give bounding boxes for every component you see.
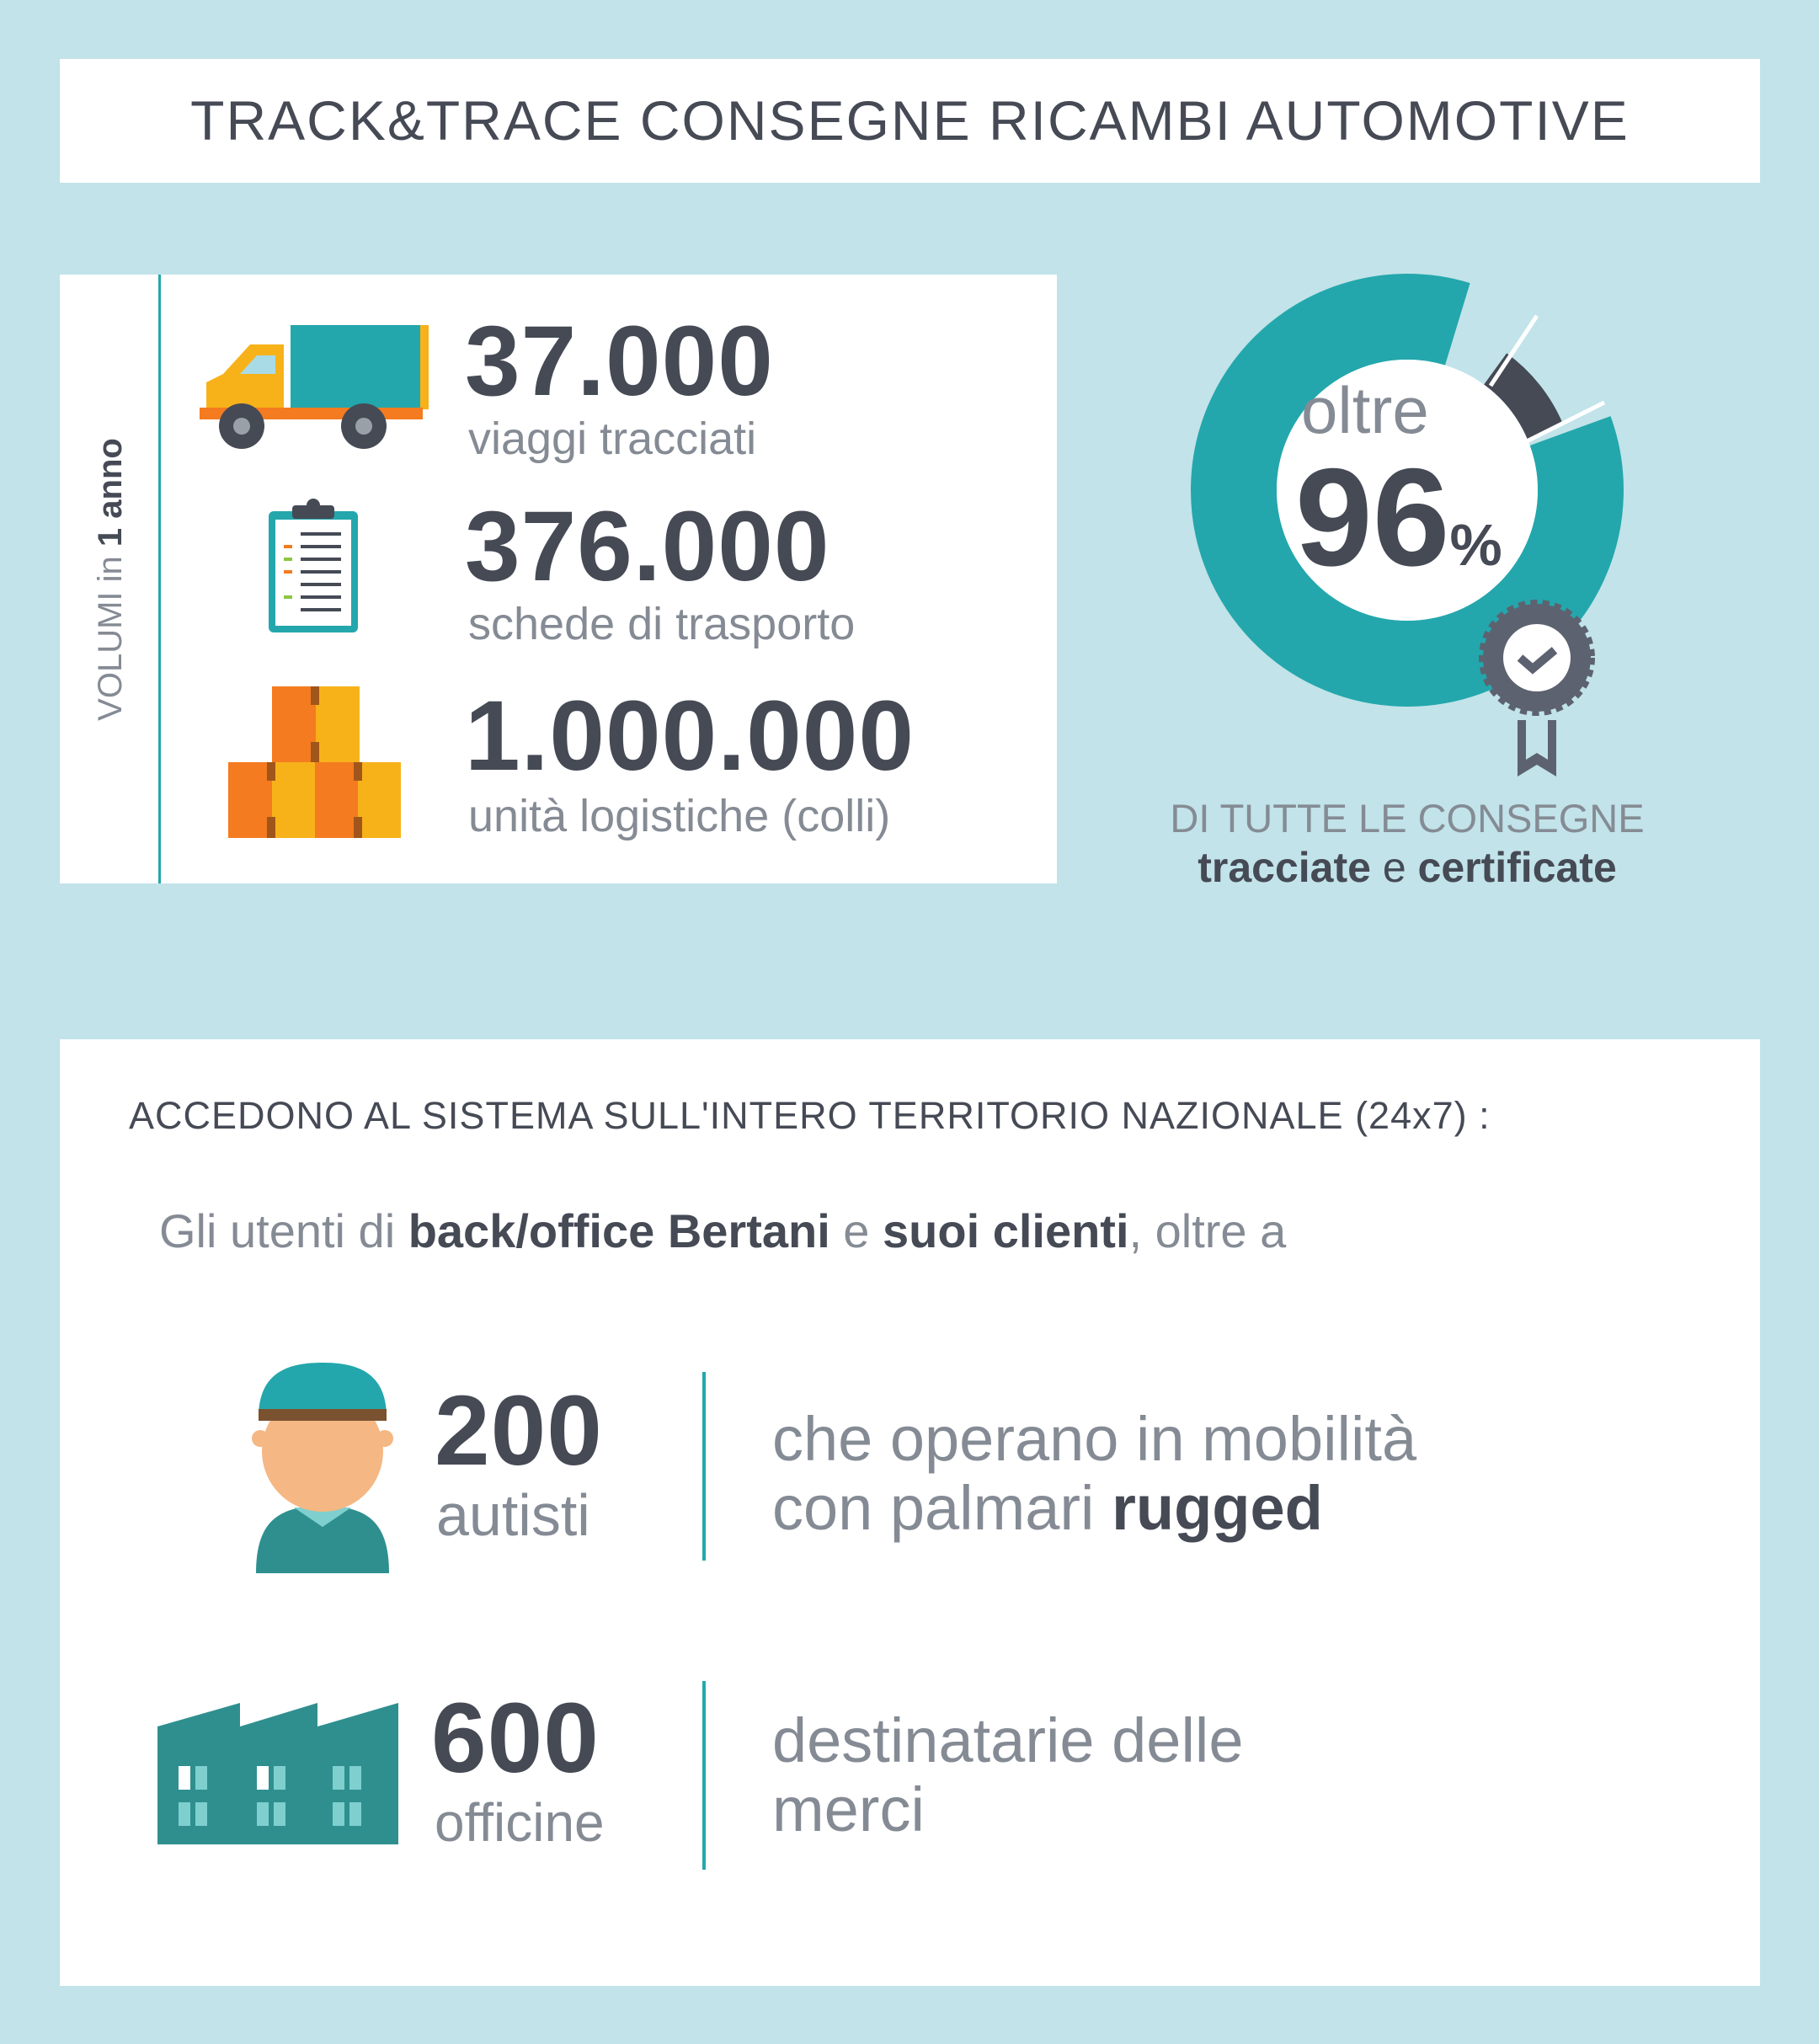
volumes-side-label xyxy=(93,438,127,721)
volume-value: 376.000 xyxy=(465,491,830,602)
boxes-icon xyxy=(228,686,401,838)
access-label: autisti xyxy=(436,1482,590,1548)
access-heading: ACCEDONO AL SISTEMA SULL'INTERO TERRITORIO NAZIONALE (24x7) : xyxy=(129,1094,1491,1137)
access-desc-line1: destinatarie delle xyxy=(772,1705,1244,1775)
intro-text-3: , oltre a xyxy=(1128,1204,1287,1257)
row-divider xyxy=(702,1372,706,1561)
access-intro xyxy=(159,1204,1287,1257)
intro-bold-1: back/office Bertani xyxy=(408,1204,830,1257)
access-desc-line1: che operano in mobilità xyxy=(772,1404,1417,1474)
certificate-badge-icon xyxy=(1483,604,1591,777)
page-title: TRACK&TRACE CONSEGNE RICAMBI AUTOMOTIVE xyxy=(190,89,1630,152)
desc-text: con palmari xyxy=(772,1473,1112,1543)
side-label-bold: 1 anno xyxy=(92,438,129,547)
donut-unit: % xyxy=(1449,512,1502,578)
access-desc-line2: merci xyxy=(772,1774,925,1844)
intro-text-1: Gli utenti di xyxy=(159,1204,408,1257)
caption-mid: e xyxy=(1370,844,1418,891)
donut-caption-line2 xyxy=(1155,846,1660,889)
volume-label: schede di trasporto xyxy=(468,599,856,649)
truck-icon xyxy=(200,323,429,450)
caption-bold-1: tracciate xyxy=(1198,844,1371,891)
access-label: officine xyxy=(435,1792,605,1853)
caption-bold-2: certificate xyxy=(1417,844,1617,891)
driver-icon xyxy=(252,1363,393,1574)
intro-text-2: e xyxy=(829,1204,883,1257)
side-label-prefix: VOLUMI in xyxy=(92,547,129,721)
factory-icon xyxy=(157,1703,398,1844)
access-value: 600 xyxy=(431,1683,600,1794)
donut-caption-line1: DI TUTTE LE CONSEGNE xyxy=(1170,796,1645,841)
volume-label: viaggi tracciati xyxy=(468,414,757,464)
donut-value xyxy=(1295,440,1502,595)
desc-bold: rugged xyxy=(1112,1473,1323,1543)
volume-value: 1.000.000 xyxy=(465,680,915,792)
donut-prefix: oltre xyxy=(1301,373,1429,447)
row-divider xyxy=(702,1681,706,1870)
clipboard-icon xyxy=(267,499,360,634)
volumes-divider xyxy=(158,275,161,883)
access-value: 200 xyxy=(435,1375,603,1486)
intro-bold-2: suoi clienti xyxy=(883,1204,1129,1257)
donut-number: 96 xyxy=(1295,440,1450,595)
volume-value: 37.000 xyxy=(465,306,774,417)
access-desc-line2 xyxy=(772,1473,1323,1543)
volume-label: unità logistiche (colli) xyxy=(468,791,891,841)
